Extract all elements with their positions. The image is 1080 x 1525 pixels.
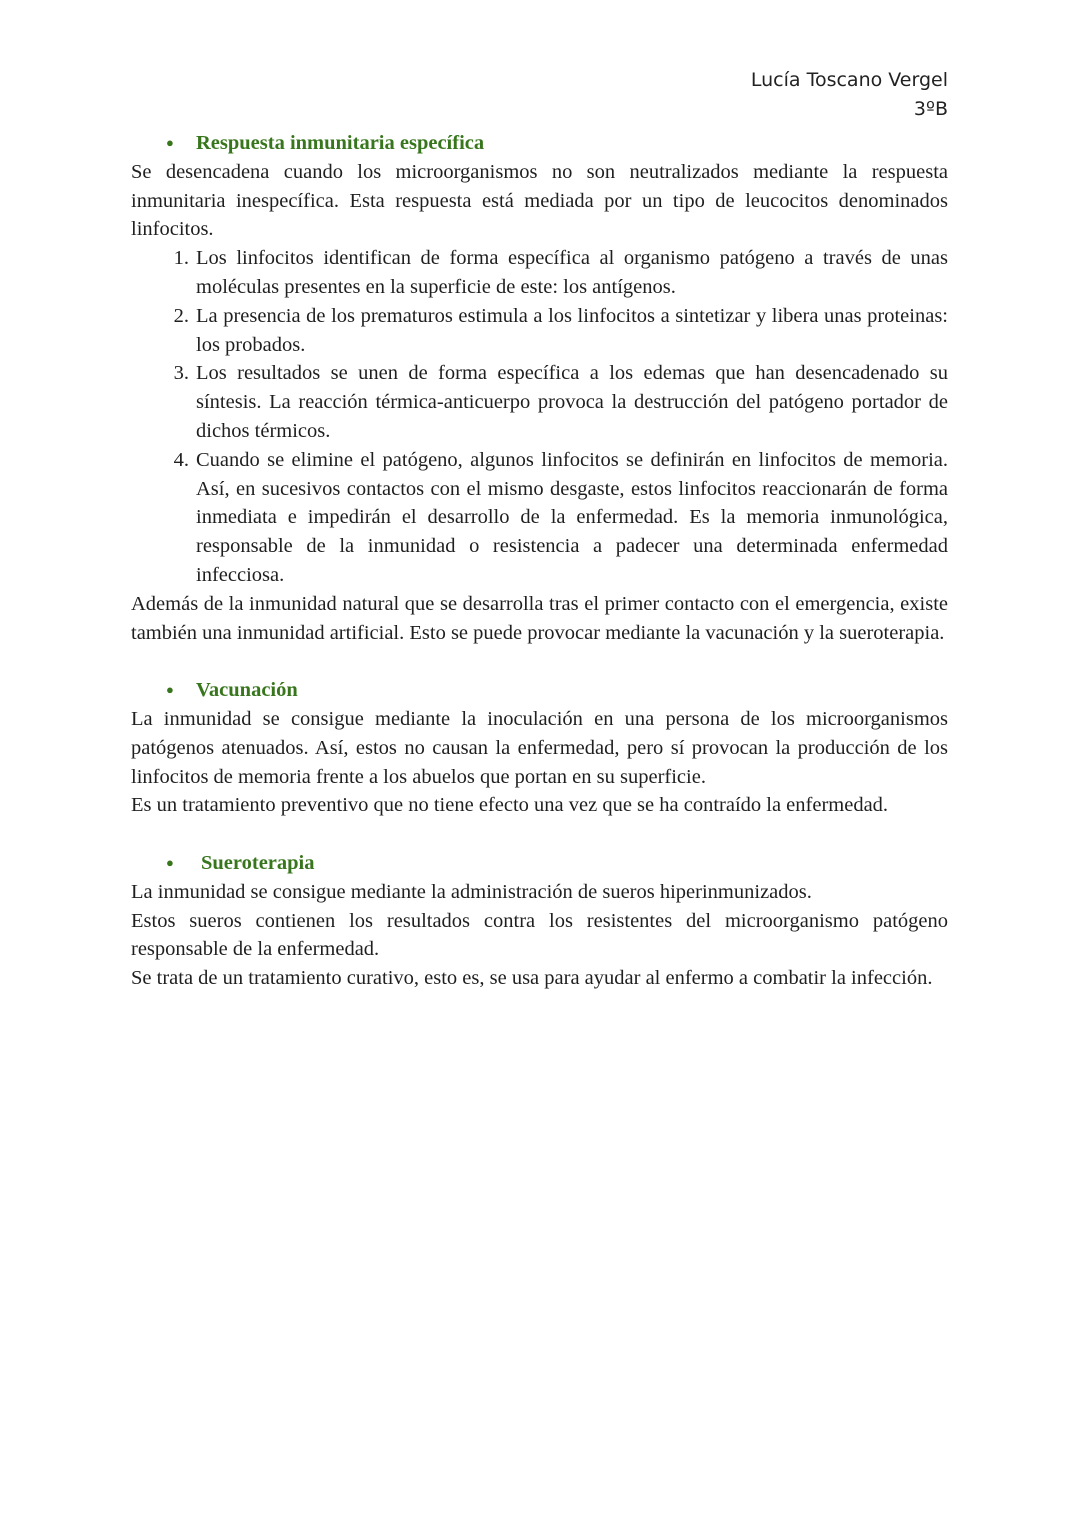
class-label: 3ºB bbox=[913, 98, 948, 120]
paragraph-serotherapy-2: Estos sueros contienen los resultados contra los resistentes del microorganismo patógeno responsable de la enfermedad. bbox=[131, 909, 948, 961]
paragraph-vaccination-2: Es un tratamiento preventivo que no tiene efecto una vez que se ha contraído la enfermedad. bbox=[131, 794, 889, 817]
bullet-dot-icon: ● bbox=[166, 135, 174, 150]
spacer bbox=[131, 820, 948, 849]
list-item-text: Los resultados se unen de forma específica a los edemas que han desencadenado su síntesis. La reacción térmica-anticuerpo provoca la destrucción del patógeno portador de dichos térmicos. bbox=[196, 362, 948, 442]
list-item-text: Los linfocitos identifican de forma específica al organismo patógeno a través de unas moléculas presentes en la superficie de este: los antígenos. bbox=[196, 247, 948, 298]
paragraph-vaccination-1: La inmunidad se consigue mediante la inoculación en una persona de los microorganismos patógenos atenuados. Así, estos no causan la enfermedad, pero sí provocan la producción de los linfocitos de memoria frente a los abuelos que portan en su superficie. bbox=[131, 707, 948, 788]
list-item bbox=[131, 302, 948, 360]
section-heading-text: Sueroterapia bbox=[201, 851, 315, 874]
paragraph-closing: Además de la inmunidad natural que se desarrolla tras el primer contacto con el emergencia, existe también una inmunidad artificial. Esto se puede provocar mediante la vacunación y la sueroterapia. bbox=[131, 592, 948, 644]
document-body bbox=[131, 129, 948, 993]
list-item-number: 4. bbox=[173, 448, 189, 471]
spacer bbox=[131, 647, 948, 676]
list-item-text: Cuando se elimine el patógeno, algunos linfocitos se definirán en linfocitos de memoria. Así, en sucesivos contactos con el mismo desgaste, estos linfocitos reaccionarán de forma inmediata e impedirán el desarrollo de la enfermedad. Es la memoria inmunológica, responsable de la inmunidad o resistencia a padecer una determinada enfermedad infecciosa. bbox=[196, 448, 948, 586]
section-heading-vaccination bbox=[131, 676, 948, 705]
numbered-list bbox=[131, 244, 948, 590]
section-heading-text: Vacunación bbox=[196, 679, 298, 702]
section-heading-serotherapy bbox=[131, 849, 948, 878]
list-item bbox=[131, 446, 948, 590]
page-header bbox=[751, 66, 948, 124]
author-name: Lucía Toscano Vergel bbox=[750, 69, 948, 91]
list-item bbox=[131, 359, 948, 445]
paragraph-serotherapy-1: La inmunidad se consigue mediante la administración de sueros hiperinmunizados. bbox=[131, 880, 812, 903]
section-heading-text: Respuesta inmunitaria específica bbox=[196, 132, 485, 154]
list-item-number: 1. bbox=[173, 247, 189, 270]
paragraph-intro: Se desencadena cuando los microorganismos no son neutralizados mediante la respuesta inmunitaria inespecífica. Esta respuesta está mediada por un tipo de leucocitos denominados linfocitos. bbox=[131, 160, 948, 241]
bullet-dot-icon: ● bbox=[166, 682, 174, 698]
list-item-text: La presencia de los prematuros estimula a los linfocitos a sintetizar y libera unas proteinas: los probados. bbox=[196, 304, 948, 356]
list-item-number: 2. bbox=[173, 304, 189, 327]
paragraph-serotherapy-3: Se trata de un tratamiento curativo, esto es, se usa para ayudar al enfermo a combatir la infección. bbox=[131, 967, 933, 990]
list-item-number: 3. bbox=[173, 362, 189, 385]
bullet-dot-icon: ● bbox=[166, 854, 174, 870]
section-heading-specific-response bbox=[131, 129, 948, 158]
list-item bbox=[131, 244, 948, 302]
